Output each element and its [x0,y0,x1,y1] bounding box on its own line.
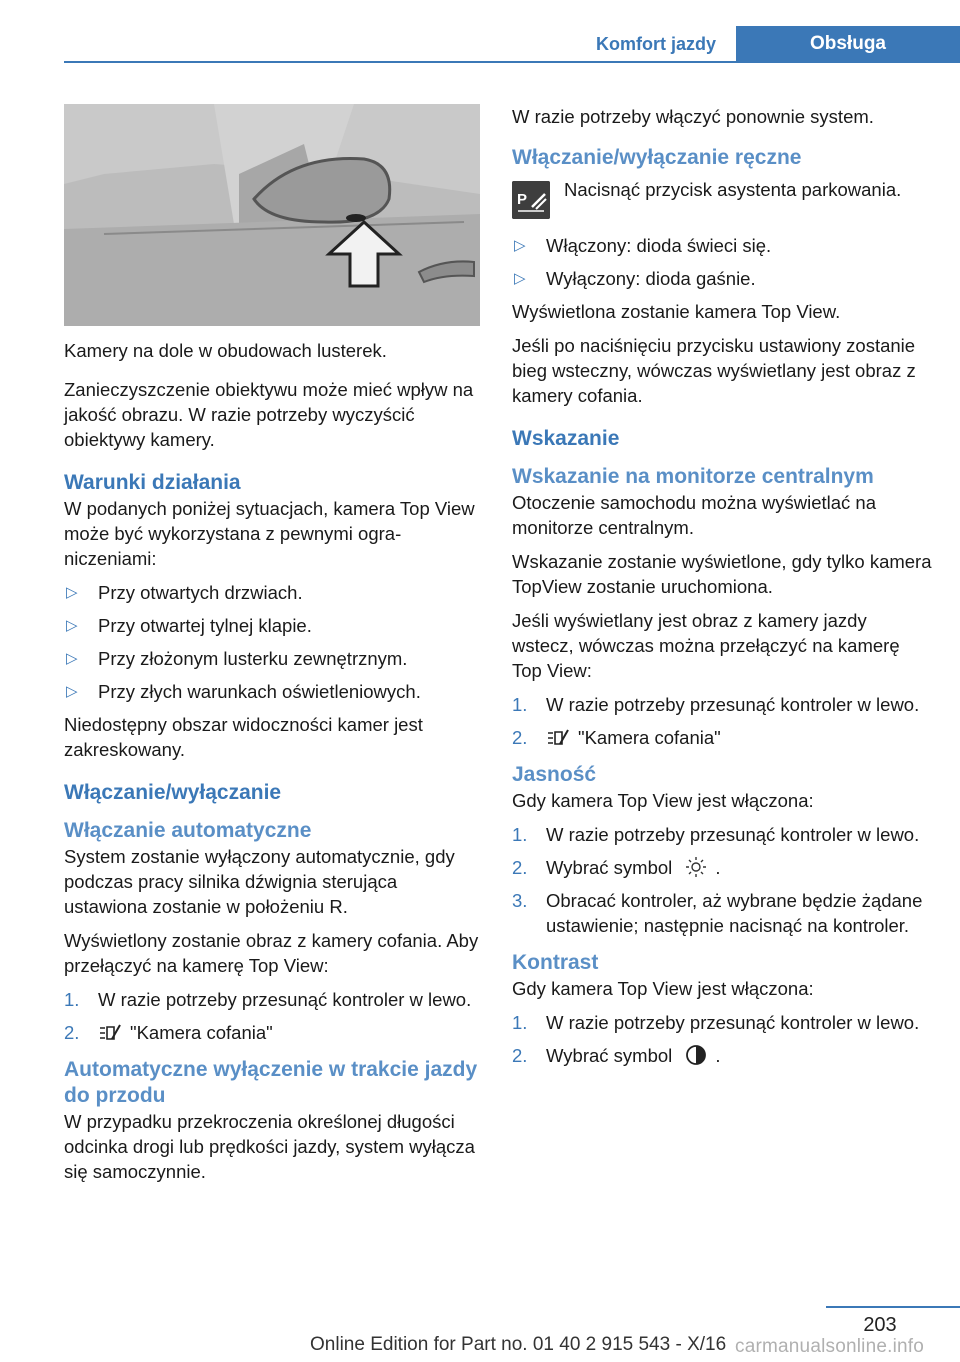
list-item: 3. Obracać kontroler, aż wybrane będzie żądane ustawienie; następnie nacisnąć na kontroler. [512,890,923,936]
manual-status-list [512,233,932,291]
list-item: ▷ Wyłączony: dioda gaśnie. [514,268,756,289]
watermark: carmanualsonline.info [735,1336,925,1357]
list-item: ▷ Przy otwartych drzwiach. [66,582,303,603]
reverse-camera-icon [546,728,572,748]
footer-rule [826,1306,960,1308]
contrast-steps [512,1010,932,1068]
paragraph-restart: W razie potrzeby włączyć ponownie system. [512,106,874,127]
list-item: 2. Wybrać symbol . [512,1045,721,1066]
page-number: 203 [863,1314,897,1336]
figure-caption: Kamery na dole w obudowach lusterek. [64,340,387,361]
footer-edition: Online Edition for Part no. 01 40 2 915 543 - X/16 [310,1334,727,1355]
paragraph-lens: Zanieczyszczenie obiektywu może mieć wpływ na jakość obrazu. W razie potrzeby wyczyścić obiektywy kamery. [64,379,474,450]
paragraph-brightness: Gdy kamera Top View jest włączona: [512,790,814,811]
heading-conditions: Warunki działania [64,471,241,494]
paragraph-shown: Wyświetlona zostanie kamera Top View. [512,301,841,322]
heading-central-monitor: Wskazanie na monitorze centralnym [512,465,874,488]
paragraph-auto-2: Wyświetlony zostanie obraz z kamery cofania. Aby przełączyć na kamerę Top View: [64,930,479,976]
list-item: 2. "Kamera cofania" [64,1022,273,1043]
header-chapter-tab: Obsługa [736,26,960,61]
header-section-tab: Komfort jazdy [595,34,716,54]
bullet-triangle-icon: ▷ [66,617,78,634]
heading-on-off: Włączanie/wyłączanie [64,781,282,804]
paragraph-reverse: Jeśli po naciśnięciu przycisku ustawiony zostanie bieg wsteczny, wówczas wyświetlany jest obraz z kamery cofania. [512,335,916,406]
list-item: 1. W razie potrzeby przesunąć kontroler w lewo. [512,1012,920,1033]
left-column [64,104,482,1193]
list-item: ▷ Włączony: dioda świeci się. [514,235,772,256]
heading-display: Wskazanie [512,427,620,450]
list-item: 2. "Kamera cofania" [512,727,721,748]
header-rule [64,61,960,63]
park-distance-control-button-icon [512,181,550,219]
paragraph-monitor-3: Jeśli wyświetlany jest obraz z kamery jazdy wstecz, wówczas można przełączyć na kamerę Top View: [512,610,900,681]
list-item: 2. Wybrać symbol . [512,857,721,878]
bullet-triangle-icon: ▷ [514,237,526,254]
paragraph-auto-1: System zostanie wyłączony automatycznie, gdy podczas pracy silnika dźwignia sterująca ustawiona zostanie w położeniu R. [64,846,455,917]
paragraph-conditions: W podanych poniżej sytuacjach, kamera Top View może być wykorzystana z pewnymi ograniczeniami: [64,498,475,569]
monitor-steps [512,692,932,750]
bullet-triangle-icon: ▷ [66,650,78,667]
paragraph-contrast: Gdy kamera Top View jest włączona: [512,978,814,999]
conditions-list [64,580,482,704]
list-item: ▷ Przy złożonym lusterku zewnętrznym. [66,648,408,669]
right-column [512,104,932,1076]
bullet-triangle-icon: ▷ [514,270,526,287]
list-item: ▷ Przy otwartej tylnej klapie. [66,615,312,636]
heading-automatic-on: Włączanie automatyczne [64,819,312,842]
car-mirror-camera-illustration [64,104,480,326]
brightness-sun-icon [685,856,707,878]
brightness-steps [512,822,932,938]
list-item: 1. W razie potrzeby przesunąć kontroler w lewo. [512,694,920,715]
park-button-row [512,177,932,219]
bullet-triangle-icon: ▷ [66,683,78,700]
bullet-triangle-icon: ▷ [66,584,78,601]
paragraph-monitor-2: Wskazanie zostanie wyświetlone, gdy tylko kamera TopView zostanie uruchomiona. [512,551,932,597]
paragraph-monitor-1: Otoczenie samochodu można wyświetlać na monitorze centralnym. [512,492,877,538]
reverse-camera-icon [98,1023,124,1043]
list-item: ▷ Przy złych warunkach oświetleniowych. [66,681,421,702]
heading-brightness: Jasność [512,763,597,786]
svg-text:P: P [517,191,528,208]
list-item: 1. W razie potrzeby przesunąć kontroler w lewo. [512,824,920,845]
heading-auto-off: Automatyczne wyłączenie w trakcie jazdy do przodu [64,1058,478,1107]
heading-contrast: Kontrast [512,951,599,974]
paragraph-auto-off: W przypadku przekroczenia określonej długości odcinka drogi lub prędkości jazdy, system wyłącza się samoczynnie. [64,1111,475,1182]
paragraph-press-button: Nacisnąć przycisk asystenta parkowania. [564,179,902,200]
auto-steps [64,987,482,1045]
list-item: 1. W razie potrzeby przesunąć kontroler w lewo. [64,989,472,1010]
heading-manual: Włączanie/wyłączanie ręczne [512,146,802,169]
paragraph-hatched: Niedostępny obszar widoczności kamer jest zakreskowany. [64,714,423,760]
contrast-icon [685,1044,707,1066]
